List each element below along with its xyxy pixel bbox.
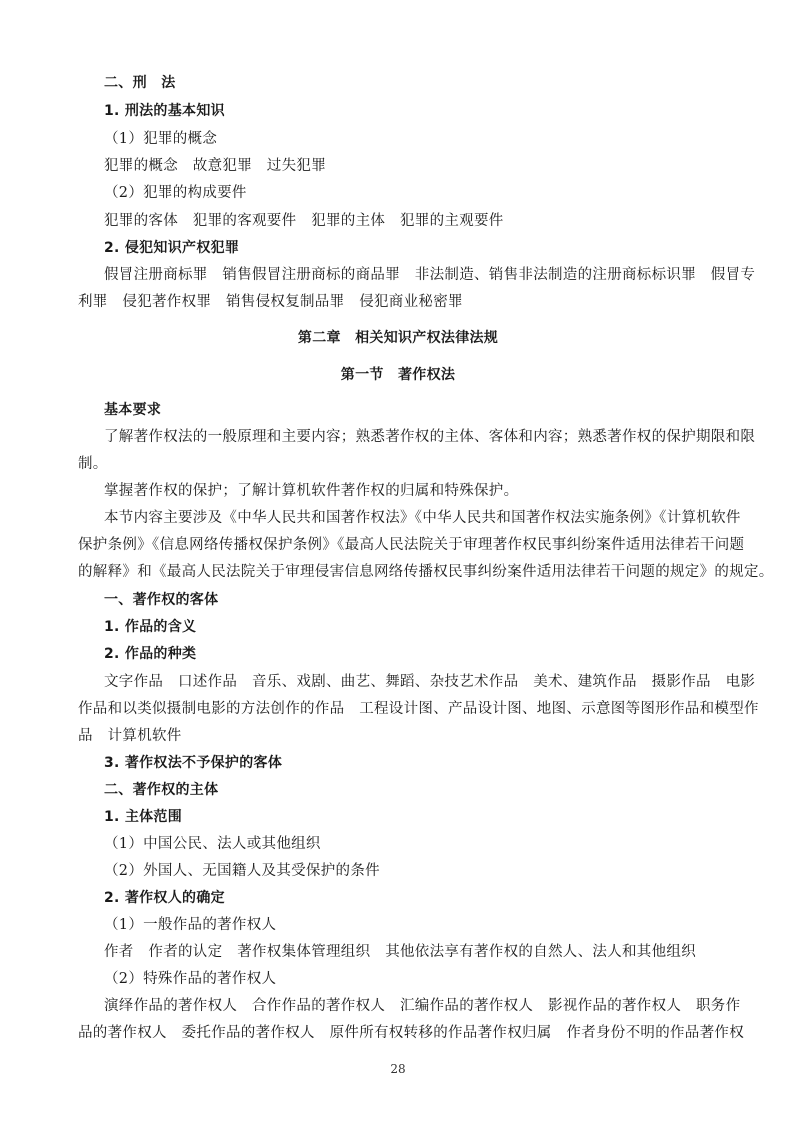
heading-work-types: 2. 作品的种类: [104, 646, 197, 662]
text-line: 文字作品 口述作品 音乐、戏剧、曲艺、舞蹈、杂技艺术作品 美术、建筑作品 摄影作品 电影: [104, 674, 756, 690]
list-item: （2）特殊作品的著作权人: [104, 971, 277, 987]
heading-work-meaning: 1. 作品的含义: [104, 619, 197, 635]
list-item: （1）一般作品的著作权人: [104, 917, 277, 933]
text-line: 本节内容主要涉及《中华人民共和国著作权法》《中华人民共和国著作权法实施条例》《计算机软件: [104, 510, 741, 526]
heading-subject-scope: 1. 主体范围: [104, 809, 183, 825]
text-line: 的解释》和《最高人民法院关于审理侵害信息网络传播权民事纠纷案件适用法律若干问题的规定》的规定。: [78, 564, 774, 580]
text-line: 掌握著作权的保护；了解计算机软件著作权的归属和特殊保护。: [104, 483, 519, 499]
heading-owner-determination: 2. 著作权人的确定: [104, 890, 225, 906]
heading-copyright-subject: 二、著作权的主体: [104, 782, 219, 798]
text-line: 犯罪的客体 犯罪的客观要件 犯罪的主体 犯罪的主观要件: [104, 213, 504, 229]
list-item: （1）中国公民、法人或其他组织: [104, 836, 321, 852]
page-number: 28: [390, 1062, 406, 1076]
subheading-crime-concept: （1）犯罪的概念: [104, 131, 218, 147]
text-line: 制。: [78, 456, 108, 472]
text-line: 犯罪的概念 故意犯罪 过失犯罪: [104, 158, 326, 174]
text-line: 利罪 侵犯著作权罪 销售侵权复制品罪 侵犯商业秘密罪: [78, 294, 463, 310]
text-line: 作者 作者的认定 著作权集体管理组织 其他依法享有著作权的自然人、法人和其他组织: [104, 944, 696, 960]
heading-criminal-law: 二、刑 法: [104, 75, 176, 91]
text-line: 演绎作品的著作权人 合作作品的著作权人 汇编作品的著作权人 影视作品的著作权人 职务作: [104, 998, 741, 1014]
text-line: 假冒注册商标罪 销售假冒注册商标的商品罪 非法制造、销售非法制造的注册商标标识罪 假冒专: [104, 267, 756, 283]
subheading-crime-elements: （2）犯罪的构成要件: [104, 185, 247, 201]
text-line: 保护条例》《信息网络传播权保护条例》《最高人民法院关于审理著作权民事纠纷案件适用法律若干问题: [78, 537, 745, 553]
text-line: 作品和以类似摄制电影的方法创作的作品 工程设计图、产品设计图、地图、示意图等图形作品和模型作: [78, 701, 759, 717]
chapter-title: 第二章 相关知识产权法律法规: [297, 330, 499, 346]
heading-basic-requirements: 基本要求: [104, 402, 162, 418]
text-line: 了解著作权法的一般原理和主要内容；熟悉著作权的主体、客体和内容；熟悉著作权的保护期限和限: [104, 429, 756, 445]
heading-ip-crimes: 2. 侵犯知识产权犯罪: [104, 240, 240, 256]
heading-unprotected-objects: 3. 著作权法不予保护的客体: [104, 755, 283, 771]
section-title: 第一节 著作权法: [340, 367, 456, 383]
text-line: 品的著作权人 委托作品的著作权人 原件所有权转移的作品著作权归属 作者身份不明的作品著作权: [78, 1025, 744, 1041]
heading-copyright-object: 一、著作权的客体: [104, 592, 219, 608]
heading-basic-knowledge: 1. 刑法的基本知识: [104, 103, 225, 119]
text-line: 品 计算机软件: [78, 728, 182, 744]
list-item: （2）外国人、无国籍人及其受保护的条件: [104, 863, 380, 879]
